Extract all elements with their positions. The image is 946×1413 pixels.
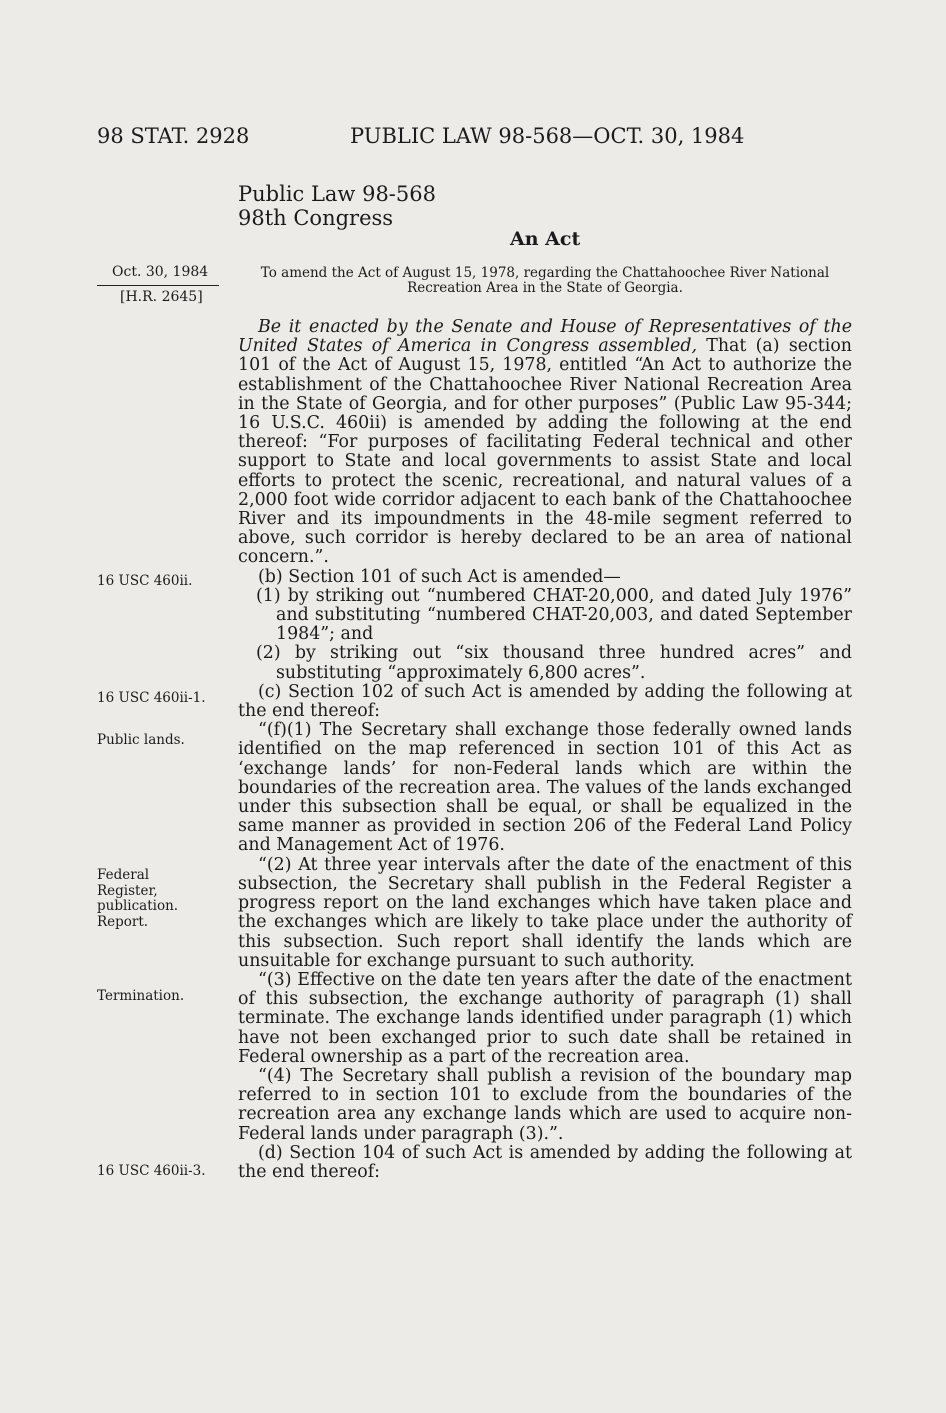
subsection-f-3: “(3) Effective on the date ten years after the date of the enactment of this subsection, the exchange authority of paragraph (1) shall terminate. The exchange lands identified under paragraph (1) which have not been exchanged prior to such date shall be retained in Federal ownership as a part of the recreation area. bbox=[238, 969, 852, 1067]
subsection-f-1: “(f)(1) The Secretary shall exchange those federally owned lands identified on the map referenced in section 101 of this Act as ‘exchange lands’ for non-Federal lands which are within the boundaries of the recreation area. The values of the lands exchanged under this subsection shall be equal, or shall be equalized in the same manner as provided in section 206 of the Federal Land Policy and Management Act of 1976. bbox=[238, 720, 852, 856]
margin-note-federal-register bbox=[97, 868, 217, 930]
margin-note-usc-460ii: 16 USC 460ii. bbox=[97, 573, 193, 589]
section-b-1: (1) by striking out “numbered CHAT-20,000, and dated July 1976” and substituting “numbered CHAT-20,003, and dated September 1984”; and bbox=[256, 585, 852, 645]
act-purpose: To amend the Act of August 15, 1978, regarding the Chattahoochee River National Recreation Area in the State of Georgia. bbox=[260, 265, 830, 296]
section-a-text: That (a) section 101 of the Act of August 15, 1978, entitled “An Act to authorize the establishment of the Chattahoochee River National Recreation Area in the State of Georgia, and for other purposes” (Public Law 95-344; 16 U.S.C. 460ii) is amended by adding the following at the end thereof: “For purposes of facilitating Federal technical and other support to State and local governments to assist State and local efforts to protect the scenic, recreational, and natural values of a 2,000 foot wide corridor adjacent to each bank of the Chattahoochee River and its impoundments in the 48-mile segment referred to above, such corridor is hereby declared to be an area of national concern.”. bbox=[238, 336, 852, 568]
enacting-formula: Be it enacted by the Senate and House of Representatives of the United States of America in Congress assembled, bbox=[238, 317, 852, 357]
law-number: Public Law 98-568 bbox=[238, 182, 436, 206]
margin-note-line: publication. bbox=[97, 898, 179, 914]
page-number: 98 STAT. 2928 bbox=[97, 124, 250, 148]
margin-rule bbox=[97, 285, 219, 286]
enacting-clause bbox=[238, 318, 852, 568]
margin-note-termination: Termination. bbox=[97, 988, 185, 1004]
section-d-intro: (d) Section 104 of such Act is amended by adding the following at the end thereof: bbox=[238, 1142, 852, 1182]
section-b-2: (2) by striking out “six thousand three hundred acres” and substituting “approximately 6,800 acres”. bbox=[256, 643, 852, 683]
margin-note-line: Report. bbox=[97, 913, 149, 930]
statute-body bbox=[238, 318, 852, 1182]
subsection-f-4: “(4) The Secretary shall publish a revision of the boundary map referred to in section 101 to exclude from the boundaries of the recreation area any exchange lands which are used to acquire non-Federal lands under paragraph (3).”. bbox=[238, 1065, 852, 1144]
margin-note-usc-460ii-3: 16 USC 460ii-3. bbox=[97, 1163, 206, 1179]
margin-note-usc-460ii-1: 16 USC 460ii-1. bbox=[97, 690, 206, 706]
margin-note-public-lands: Public lands. bbox=[97, 732, 185, 748]
section-c-intro: (c) Section 102 of such Act is amended by adding the following at the end thereof: bbox=[238, 681, 852, 722]
section-b-intro: (b) Section 101 of such Act is amended— bbox=[258, 566, 621, 587]
bill-number: [H.R. 2645] bbox=[120, 289, 203, 305]
law-heading bbox=[238, 182, 436, 230]
running-title: PUBLIC LAW 98-568—OCT. 30, 1984 bbox=[350, 124, 745, 148]
margin-note-line: Federal bbox=[97, 867, 150, 883]
congress: 98th Congress bbox=[238, 206, 394, 230]
subsection-f-2: “(2) At three year intervals after the date of the enactment of this subsection, the Secretary shall publish in the Federal Register a progress report on the land exchanges which have taken place and the exchanges which are likely to take place under the authority of this subsection. Such report shall identify the lands which are unsuitable for exchange pursuant to such authority. bbox=[238, 854, 852, 971]
enactment-date: Oct. 30, 1984 bbox=[112, 264, 209, 280]
margin-note-line: Register, bbox=[97, 882, 158, 899]
act-title: An Act bbox=[510, 228, 581, 250]
